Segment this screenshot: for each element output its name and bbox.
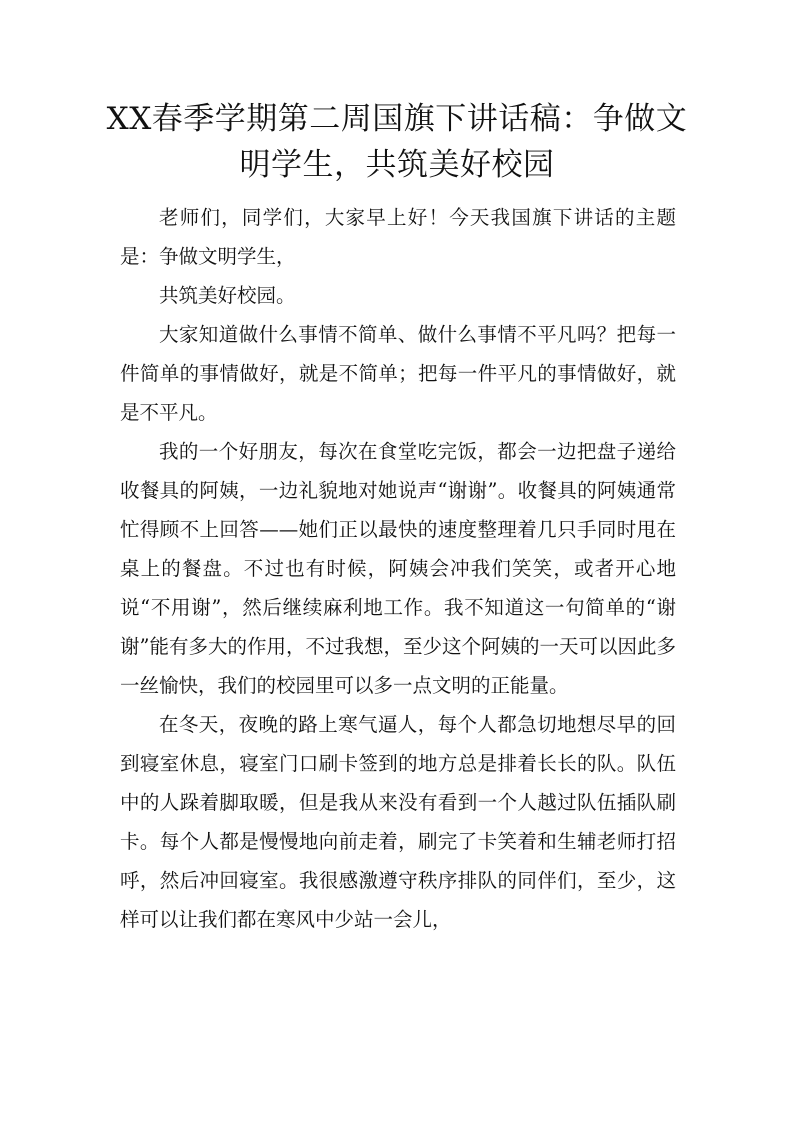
paragraph-greeting: 老师们，同学们，大家早上好！今天我国旗下讲话的主题是：争做文明学生， bbox=[120, 206, 676, 268]
paragraph-winter-queue: 在冬天，夜晚的路上寒气逼人，每个人都急切地想尽早的回到寝室休息，寝室门口刷卡签到的地方总是排着长长的队。队伍中的人跺着脚取暖，但是我从来没有看到一个人越过队伍插队刷卡。每个人都是慢慢地向前走着，刷完了卡笑着和生辅老师打招呼，然后冲回寝室。我很感激遵守秩序排队的同伴们，至少，这样可以让我们都在寒风中少站一会儿， bbox=[120, 713, 676, 931]
paragraph-canteen-story: 我的一个好朋友，每次在食堂吃完饭，都会一边把盘子递给收餐具的阿姨，一边礼貌地对她说声“谢谢”。收餐具的阿姨通常忙得顾不上回答——她们正以最快的速度整理着几只手同时甩在桌上的餐盘。不过也有时候，阿姨会冲我们笑笑，或者开心地说“不用谢”，然后继续麻利地工作。我不知道这一句简单的“谢谢”能有多大的作用，不过我想，至少这个阿姨的一天可以因此多一丝愉快，我们的校园里可以多一点文明的正能量。 bbox=[120, 440, 676, 697]
paragraph-theme: 共筑美好校园。 bbox=[159, 284, 296, 307]
paragraph-simple-things: 大家知道做什么事情不简单、做什么事情不平凡吗？把每一件简单的事情做好，就是不简单；把每一件平凡的事情做好，就是不平凡。 bbox=[120, 323, 676, 424]
document-body bbox=[120, 198, 676, 939]
document-title: XX春季学期第二周国旗下讲话稿：争做文明学生，共筑美好校园 bbox=[106, 101, 688, 183]
